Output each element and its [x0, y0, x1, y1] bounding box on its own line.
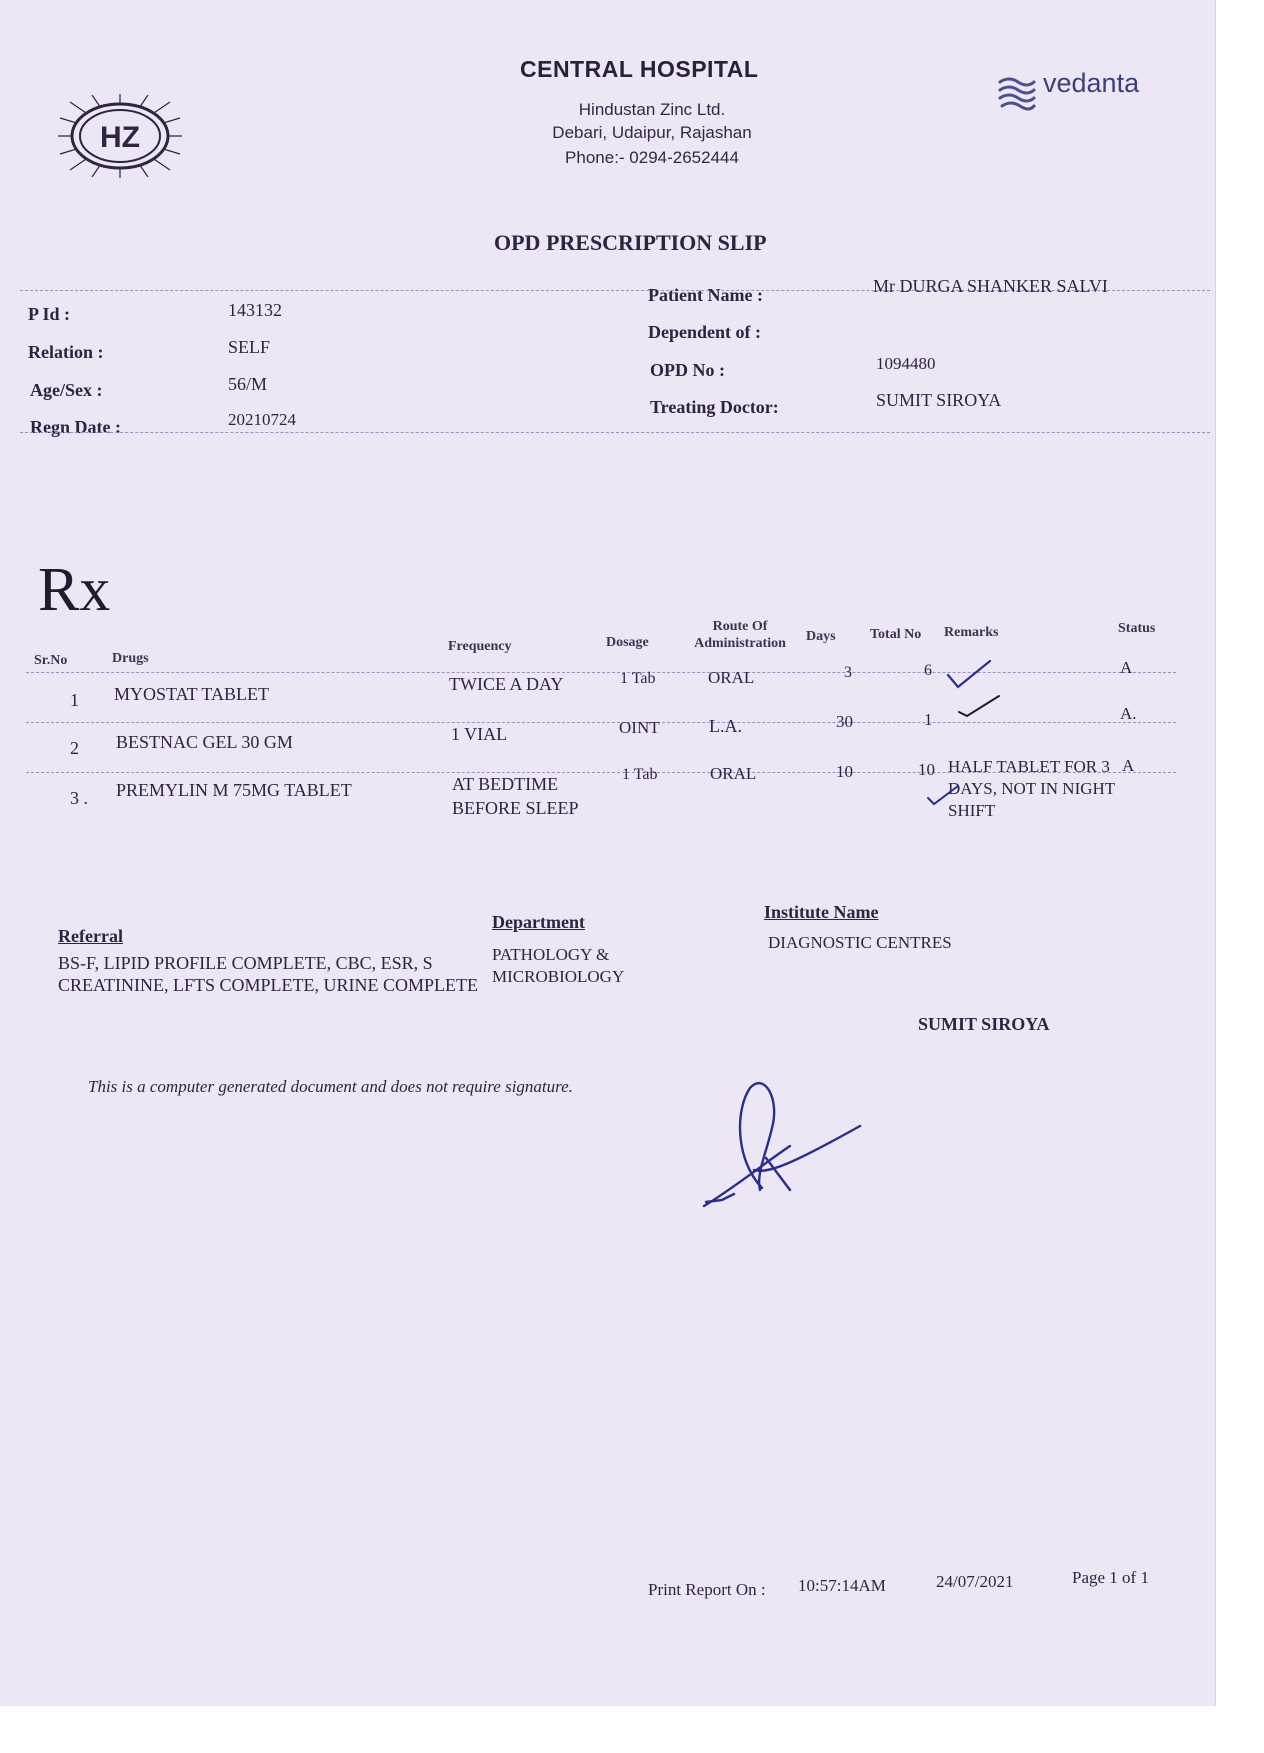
relation-label: Relation : — [28, 342, 104, 362]
signatory-name: SUMIT SIROYA — [918, 1014, 1050, 1034]
row3-drug: PREMYLIN M 75MG TABLET — [116, 780, 352, 800]
row1-drug: MYOSTAT TABLET — [114, 684, 269, 704]
referral-text: BS-F, LIPID PROFILE COMPLETE, CBC, ESR, S CREATININE, LFTS COMPLETE, URINE COMPLETE — [58, 953, 478, 995]
row1-total: 6 — [924, 662, 932, 679]
treating-doctor-value: SUMIT SIROYA — [876, 390, 1002, 410]
row2-route: L.A. — [709, 716, 742, 736]
institute-label: Institute Name — [764, 902, 879, 922]
relation-value: SELF — [228, 337, 271, 357]
svg-text:HZ: HZ — [100, 121, 140, 154]
pid-value: 143132 — [228, 300, 282, 320]
row1-route: ORAL — [708, 668, 755, 687]
row2-days: 30 — [836, 712, 853, 731]
treating-doctor-label: Treating Doctor: — [650, 397, 779, 417]
header-days: Days — [806, 629, 836, 644]
brand-name: vedanta — [1043, 68, 1140, 98]
pid-label: P Id : — [28, 304, 71, 324]
slip-title: OPD PRESCRIPTION SLIP — [494, 230, 767, 255]
patient-name-value: Mr DURGA SHANKER SALVI — [873, 276, 1108, 296]
checkmark-icon — [940, 655, 1010, 695]
signature-drawing — [694, 1078, 864, 1212]
row1-dosage: 1 Tab — [620, 670, 656, 687]
regn-date-value: 20210724 — [228, 410, 296, 429]
row3-remarks: HALF TABLET FOR 3 DAYS, NOT IN NIGHT SHIFT — [948, 757, 1115, 820]
row2-drug: BESTNAC GEL 30 GM — [116, 732, 293, 752]
referral-label: Referral — [58, 926, 123, 946]
row2-total: 1 — [924, 710, 933, 729]
row3-status: A — [1122, 756, 1135, 775]
hospital-phone: Phone:- 0294-2652444 — [565, 148, 739, 167]
row3-dosage: 1 Tab — [622, 766, 658, 783]
divider — [20, 432, 1210, 433]
hospital-name: CENTRAL HOSPITAL — [520, 56, 759, 82]
print-time: 10:57:14AM — [798, 1576, 886, 1595]
department-label: Department — [492, 912, 585, 932]
row3-total: 10 — [918, 760, 935, 779]
row1-frequency: TWICE A DAY — [449, 674, 564, 694]
agesex-value: 56/M — [228, 374, 268, 394]
row3-days: 10 — [836, 762, 853, 781]
row2-frequency: 1 VIAL — [451, 724, 508, 744]
checkmark-icon — [955, 690, 1015, 720]
print-date: 24/07/2021 — [936, 1572, 1014, 1591]
divider — [26, 722, 1176, 723]
header-dosage: Dosage — [606, 635, 649, 650]
department-text: PATHOLOGY & MICROBIOLOGY — [492, 945, 625, 986]
header-srno: Sr.No — [34, 653, 68, 668]
opd-no-label: OPD No : — [650, 360, 725, 380]
vedanta-logo-icon — [996, 74, 1038, 114]
hospital-address: Debari, Udaipur, Rajashan — [552, 123, 752, 142]
row1-srno: 1 — [70, 690, 79, 710]
row2-status: A. — [1120, 704, 1137, 723]
header-total: Total No — [870, 627, 922, 642]
agesex-label: Age/Sex : — [30, 380, 103, 400]
header-remarks: Remarks — [944, 625, 999, 640]
page-number: Page 1 of 1 — [1072, 1568, 1149, 1587]
regn-date-label: Regn Date : — [30, 417, 121, 437]
header-route: Route Of Administration — [694, 619, 786, 651]
patient-name-label: Patient Name : — [648, 285, 763, 305]
dependent-label: Dependent of : — [648, 322, 761, 342]
print-report-label: Print Report On : — [648, 1580, 766, 1599]
row2-dosage: OINT — [619, 718, 660, 737]
row3-frequency: AT BEDTIME BEFORE SLEEP — [452, 774, 579, 818]
checkmark-icon — [924, 780, 964, 810]
opd-no-value: 1094480 — [876, 354, 936, 373]
row3-srno: 3 . — [70, 788, 88, 808]
institute-text: DIAGNOSTIC CENTRES — [768, 933, 952, 952]
row1-days: 3 — [844, 664, 852, 681]
row3-route: ORAL — [710, 764, 757, 783]
computer-generated-note: This is a computer generated document and does not require signature. — [88, 1077, 573, 1096]
hz-logo-icon — [56, 92, 184, 180]
row1-status: A — [1120, 658, 1133, 677]
header-frequency: Frequency — [448, 639, 512, 654]
rx-symbol: Rx — [38, 556, 111, 624]
header-status: Status — [1118, 621, 1156, 636]
company-name: Hindustan Zinc Ltd. — [578, 100, 726, 119]
header-drugs: Drugs — [112, 651, 149, 666]
row2-srno: 2 — [70, 738, 79, 758]
